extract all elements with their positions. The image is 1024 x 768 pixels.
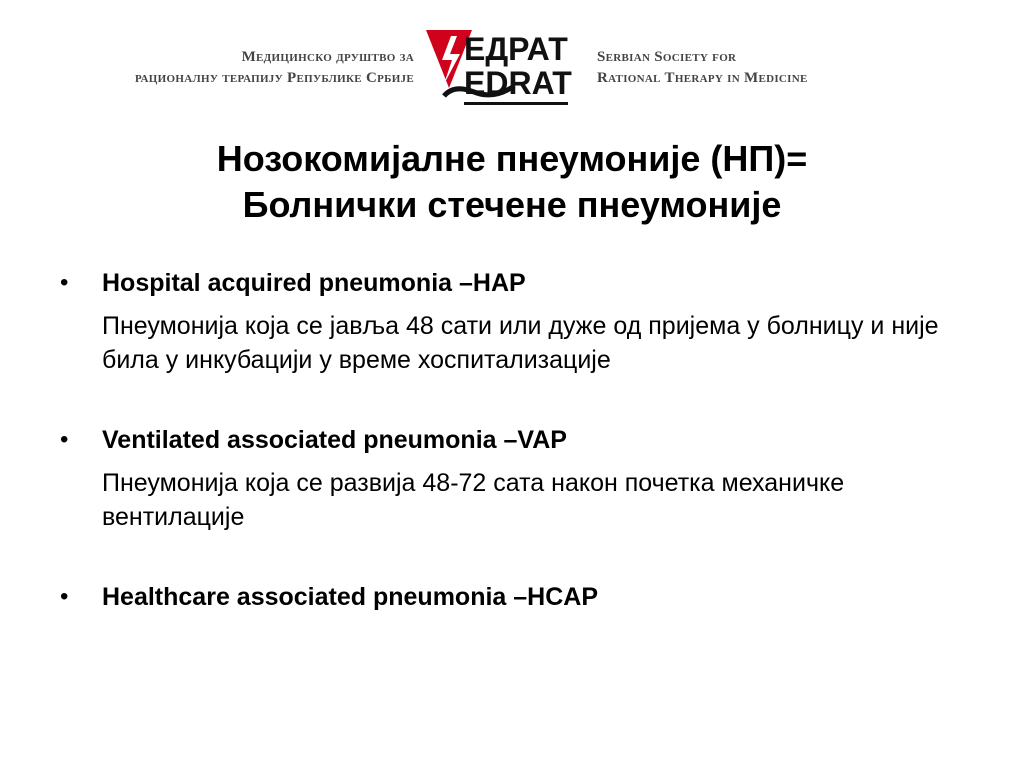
bullet-term: Healthcare associated pneumonia –HCAP — [102, 583, 598, 611]
org-name-english — [597, 47, 937, 89]
bullet-symbol: • — [60, 583, 69, 610]
bullet-term: Ventilated associated pneumonia –VAP — [102, 426, 567, 454]
bullet-description: Пнеумонија која се јавља 48 сати или дуже од пријема у болницу и није била у инкубацији у време хоспитализације — [102, 312, 939, 374]
bullet-list — [60, 266, 960, 614]
slide-title-line1: Нозокомијалне пнеумоније (НП)= — [216, 138, 808, 179]
slide-title-line2: Болнички стечене пнеумоније — [242, 184, 782, 225]
bullet-symbol: • — [60, 269, 69, 296]
org-name-serbian — [74, 47, 414, 89]
bullet-term: Hospital acquired pneumonia –HAP — [102, 269, 526, 297]
bullet-description: Пнеумонија која се развија 48-72 сата након почетка механичке вентилације — [102, 469, 845, 531]
org-name-serbian-line1: Медицинско друштво за — [241, 49, 414, 65]
logo-text-cyrillic: ЕДРАТ — [464, 31, 568, 67]
bullet-symbol: • — [60, 426, 69, 453]
logo-underline — [464, 102, 568, 105]
medrat-logo — [424, 26, 572, 110]
org-name-english-line1: Serbian Society for — [597, 49, 737, 65]
logo-text-latin: EDRAT — [464, 65, 572, 101]
bullet-item-hap — [60, 266, 960, 377]
bullet-item-hcap — [60, 580, 960, 614]
slide-header — [0, 0, 1024, 120]
org-name-serbian-line2: рационалну терапију Републике Србије — [134, 70, 414, 86]
bullet-item-vap — [60, 423, 960, 534]
medrat-logo-graphic — [424, 26, 572, 110]
org-name-english-line2: Rational Therapy in Medicine — [597, 70, 808, 86]
slide-title — [60, 136, 964, 228]
